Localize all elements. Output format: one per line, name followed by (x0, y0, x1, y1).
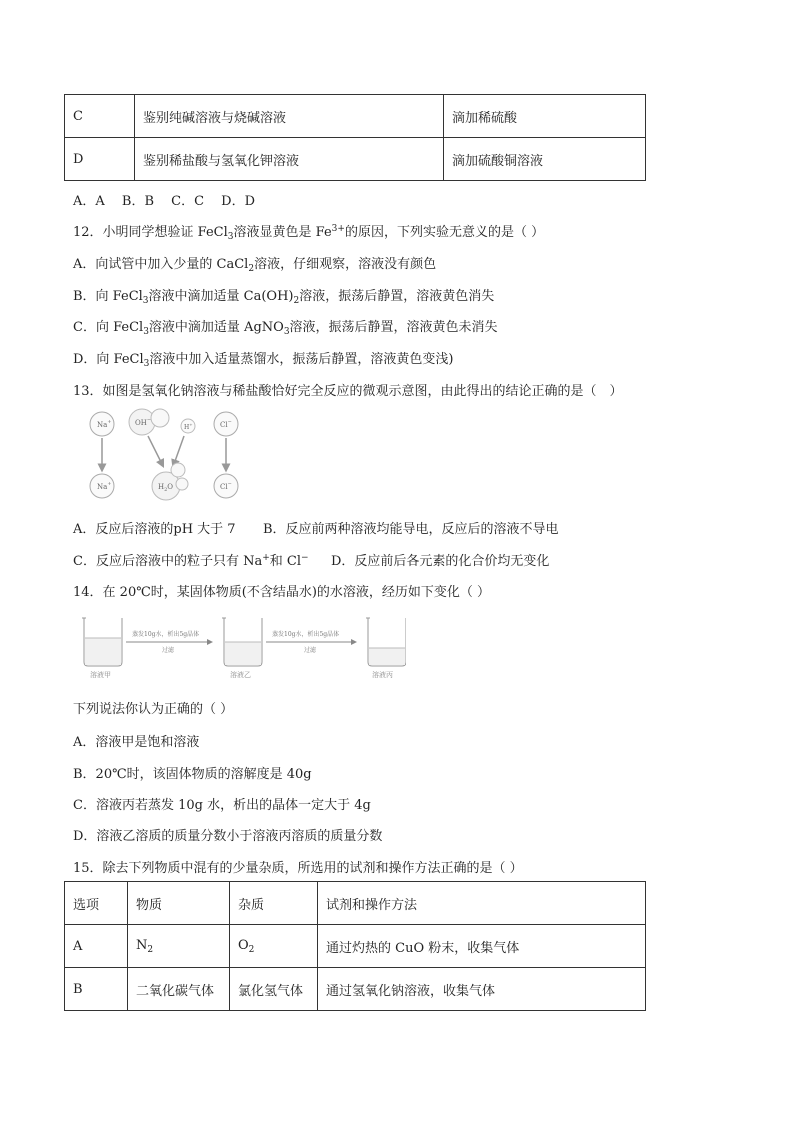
q14-stem: 14．在 20℃时，某固体物质(不含结晶水)的水溶液，经历如下变化（ ） (73, 585, 491, 600)
q15-stem: 15．除去下列物质中混有的少量杂质，所选用的试剂和操作方法正确的是（ ） (73, 861, 523, 876)
q13-option-b: B．反应前两种溶液均能导电，反应后的溶液不导电 (263, 522, 559, 537)
q12-stem (73, 221, 544, 242)
q12-option-d (73, 348, 453, 369)
cell-label: B (65, 968, 128, 1011)
q13-option-d: D．反应前后各元素的化合价均无变化 (331, 554, 550, 569)
q12-option-a (73, 253, 436, 274)
q14-option-b: B．20℃时，该固体物质的溶解度是 40g (73, 767, 312, 782)
substance-n: N (136, 937, 148, 953)
q12-stem-c: 的原因，下列实验无意义的是（ ） (344, 225, 545, 240)
q15-table (64, 881, 646, 1011)
header-option: 选项 (65, 882, 128, 925)
q14-option-a: A．溶液甲是饱和溶液 (73, 735, 200, 750)
q13-c-text2: 和 Cl (269, 554, 302, 569)
table-header-row (65, 882, 646, 925)
na-ion-before (90, 412, 114, 436)
step2-bottom-label: 过滤 (304, 647, 317, 654)
impurity-o: O (238, 937, 249, 953)
q12-a-sub: 2 (248, 264, 255, 274)
h2o-o: O (167, 483, 174, 491)
beaker-jia (82, 618, 122, 679)
cl-charge: − (227, 481, 232, 487)
q13-option-a: A．反应后溶液的pH 大于 7 (73, 522, 236, 537)
cl-label: Cl (220, 483, 228, 491)
table-row (65, 925, 646, 968)
header-impurity: 杂质 (230, 882, 318, 925)
q12-option-b (73, 285, 494, 306)
step1-top-label: 蒸发10g水，析出5g晶体 (132, 631, 200, 638)
step1-bottom-label: 过滤 (162, 647, 175, 654)
q12-stem-sup: 3+ (331, 224, 345, 234)
cell-method: 通过灼热的 CuO 粉末，收集气体 (318, 925, 646, 968)
q12-c-text3: 溶液，振荡后静置，溶液黄色未消失 (289, 320, 498, 335)
cell-method: 通过氢氧化钠溶液，收集气体 (318, 968, 646, 1011)
q14-option-c: C．溶液丙若蒸发 10g 水，析出的晶体一定大于 4g (73, 798, 371, 813)
cl-ion-after (214, 474, 238, 498)
beaker-bing-label: 溶液丙 (372, 671, 393, 679)
cell-impurity: 氯化氢气体 (230, 968, 318, 1011)
q14-option-d: D．溶液乙溶质的质量分数小于溶液丙溶质的质量分数 (73, 829, 383, 844)
q12-c-sub2: 3 (283, 327, 290, 337)
impurity-o-sub: 2 (248, 944, 255, 955)
beaker-yi-label: 溶液乙 (230, 671, 251, 679)
substance-n-sub: 2 (147, 944, 154, 955)
q12-b-sub2: 2 (293, 296, 300, 306)
q14-figure (76, 610, 406, 682)
header-method: 试剂和操作方法 (318, 882, 646, 925)
na-charge: + (107, 481, 112, 487)
q12-c-text2: 溶液中滴加适量 AgNO (148, 320, 284, 335)
q12-d-text1: D．向 FeCl (73, 352, 144, 367)
na-charge: + (107, 419, 112, 425)
q13-figure (80, 408, 250, 508)
q13-c-text1: C．反应后溶液中的粒子只有 Na (73, 554, 263, 569)
q13-c-sup2: − (301, 553, 309, 563)
q13-c-sup1: + (262, 553, 270, 563)
q12-d-sub: 3 (143, 359, 150, 369)
q12-option-c (73, 316, 498, 337)
q12-a-text1: A．向试管中加入少量的 CaCl (73, 257, 249, 272)
q12-d-text2: 溶液中加入适量蒸馏水，振荡后静置，溶液黄色变浅) (149, 352, 454, 367)
cl-label: Cl (220, 421, 228, 429)
q13-stem: 13．如图是氢氧化钠溶液与稀盐酸恰好完全反应的微观示意图，由此得出的结论正确的是（ ） (73, 384, 623, 399)
cell-substance (128, 925, 230, 968)
na-label: Na (97, 421, 108, 429)
q12-stem-a: 12．小明同学想验证 FeCl (73, 225, 228, 240)
cell-label: D (65, 138, 135, 181)
q12-c-text1: C．向 FeCl (73, 320, 144, 335)
q12-stem-sub: 3 (227, 232, 234, 242)
water-molecule (152, 463, 188, 500)
cell-method: 滴加硫酸铜溶液 (444, 138, 646, 181)
cl-charge: − (227, 419, 232, 425)
oh-label: OH (135, 419, 147, 427)
oh-charge: − (146, 417, 152, 423)
arrow (174, 436, 184, 464)
oh-ion (129, 409, 169, 435)
table-row (65, 968, 646, 1011)
q12-b-text1: B．向 FeCl (73, 289, 143, 304)
cell-substance: 二氧化碳气体 (128, 968, 230, 1011)
q13-option-c (73, 550, 309, 569)
cell-purpose: 鉴别稀盐酸与氢氧化钾溶液 (135, 138, 444, 181)
cell-label: A (65, 925, 128, 968)
h-ion (181, 419, 195, 433)
h-label: H (184, 424, 190, 431)
q12-stem-b: 溶液显黄色是 Fe (233, 225, 332, 240)
h-charge: + (189, 422, 193, 427)
q12-b-sub1: 3 (142, 296, 149, 306)
q14-prompt: 下列说法你认为正确的（ ） (73, 702, 234, 717)
beaker-bing (366, 618, 406, 679)
h2o-h: H (158, 483, 165, 491)
q12-b-text3: 溶液，振荡后静置，溶液黄色消失 (299, 289, 495, 304)
options-table-continued (64, 94, 646, 181)
q12-c-sub1: 3 (143, 327, 149, 337)
cell-purpose: 鉴别纯碱溶液与烧碱溶液 (135, 95, 444, 138)
na-label: Na (97, 483, 108, 491)
na-ion-after (90, 474, 114, 498)
cell-method: 滴加稀硫酸 (444, 95, 646, 138)
table-row (65, 95, 646, 138)
beaker-jia-label: 溶液甲 (90, 671, 111, 679)
arrow (148, 436, 162, 464)
step2-top-label: 蒸发10g水，析出5g晶体 (272, 631, 340, 638)
h2o-sub: 2 (164, 487, 168, 493)
cell-label: C (65, 95, 135, 138)
cl-ion-before (214, 412, 238, 436)
q12-a-text2: 溶液，仔细观察，溶液没有颜色 (254, 257, 437, 272)
table-row (65, 138, 646, 181)
q11-options: A．A B．B C．C D．D (73, 194, 256, 209)
header-substance: 物质 (128, 882, 230, 925)
q12-b-text2: 溶液中滴加适量 Ca(OH) (148, 289, 294, 304)
beaker-yi (222, 618, 262, 679)
cell-impurity (230, 925, 318, 968)
